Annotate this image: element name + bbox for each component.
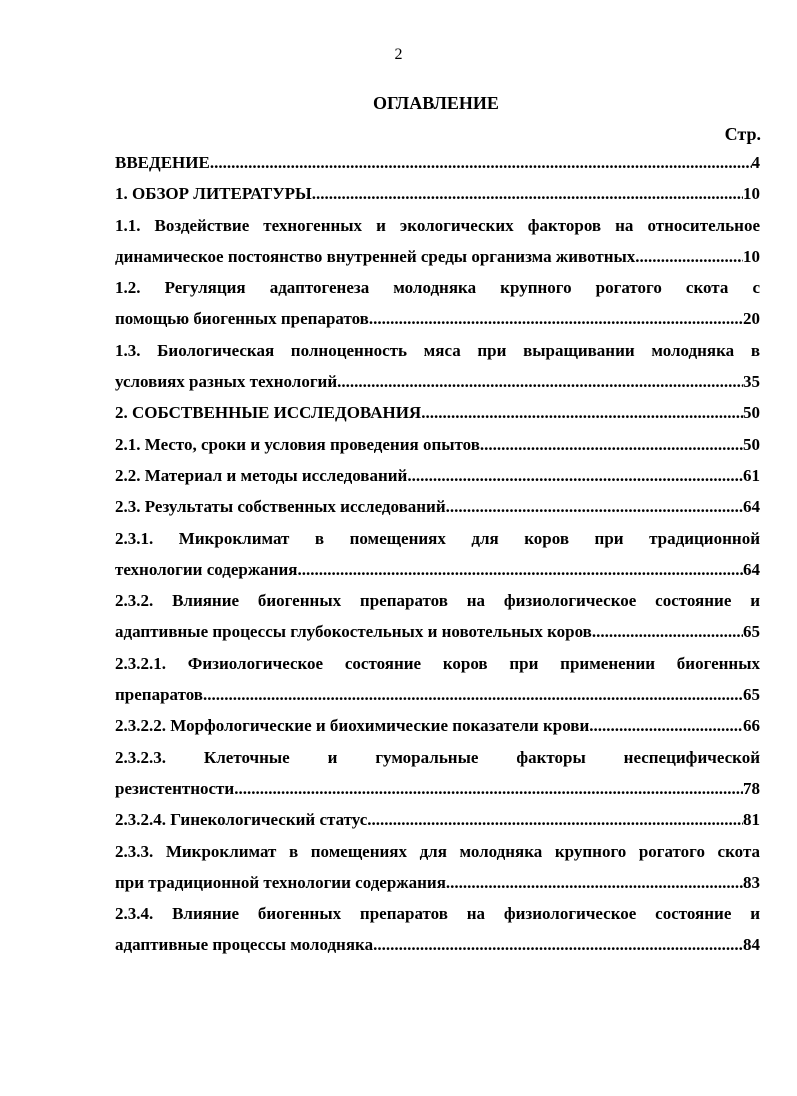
toc-page-number: 64 [743,559,760,579]
toc-entry-text: 2.1. Место, сроки и условия проведения опытов [115,434,480,454]
toc-entry-text: при традиционной технологии содержания [115,872,446,892]
toc-entry[interactable] [115,210,760,273]
toc-entry-text: резистентности [115,778,235,798]
toc-page-number: 64 [743,497,760,517]
dot-leader [446,867,743,898]
toc-page-number: 65 [743,685,760,705]
dot-leader [480,429,743,460]
toc-entry-text: препаратов [115,685,203,705]
dot-leader [592,616,743,647]
toc-entry[interactable] [115,836,760,899]
toc-entry-text: 2.3.2.2. Морфологические и биохимические показатели крови [115,716,590,736]
toc-entry-text: 2.3.3. Микроклимат в помещениях для молодняка крупного рогатого скота [115,841,760,861]
toc-page-number: 20 [743,309,760,329]
toc-page-number: 66 [743,716,760,736]
dot-leader [312,178,743,209]
toc-entry[interactable] [115,397,760,428]
toc-page-number: 50 [743,403,760,423]
toc-entry-text: 2.3.2.3. Клеточные и гуморальные факторы неспецифической [115,747,760,767]
dot-leader [210,147,752,178]
toc-page-number: 10 [743,246,760,266]
toc-entry-text: адаптивные процессы глубокостельных и новотельных коров [115,622,592,642]
toc-entry[interactable] [115,460,760,491]
toc-title: ОГЛАВЛЕНИЕ [373,93,499,113]
dot-leader [407,460,743,491]
toc-page-number: 10 [743,184,760,204]
toc-entry-text: 1.1. Воздействие техногенных и экологических факторов на относительное [115,215,760,235]
toc-entry[interactable] [115,523,760,586]
toc-entry[interactable] [115,898,760,961]
toc-entry-text: динамическое постоянство внутренней среды организма животных [115,246,636,266]
toc-page-number: 78 [743,778,760,798]
toc-page-number: 81 [743,810,760,830]
toc-page-number: 50 [743,434,760,454]
toc-entry-text: помощью биогенных препаратов [115,309,369,329]
toc-entry[interactable] [115,491,760,522]
toc-entry[interactable] [115,178,760,209]
dot-leader [369,303,743,334]
table-of-contents [115,147,760,961]
toc-entry-text: 2.3.2.4. Гинекологический статус [115,810,368,830]
dot-leader [337,366,743,397]
toc-entry-text: 2.3.1. Микроклимат в помещениях для коров при традиционной [115,528,760,548]
dot-leader [589,710,743,741]
toc-entry-text: 2.3.2. Влияние биогенных препаратов на физиологическое состояние и [115,591,760,611]
toc-entry-text: 2. СОБСТВЕННЫЕ ИССЛЕДОВАНИЯ [115,403,422,423]
toc-entry-text: 1. ОБЗОР ЛИТЕРАТУРЫ [115,184,312,204]
toc-entry-text: условиях разных технологий [115,372,338,392]
toc-entry[interactable] [115,742,760,805]
toc-page-number: 83 [743,872,760,892]
toc-entry-text: 1.2. Регуляция адаптогенеза молодняка крупного рогатого скота с [115,278,760,298]
dot-leader [446,491,743,522]
toc-entry[interactable] [115,804,760,835]
toc-entry-text: 2.3. Результаты собственных исследований [115,497,446,517]
toc-entry[interactable] [115,429,760,460]
dot-leader [373,929,743,960]
toc-entry[interactable] [115,272,760,335]
toc-page-number: 84 [743,935,760,955]
toc-entry-text: 1.3. Биологическая полноценность мяса при выращивании молодняка в [115,340,760,360]
toc-page-number: 4 [751,153,760,172]
page-column-header: Стр. [724,124,761,144]
toc-entry-text: 2.3.2.1. Физиологическое состояние коров при применении биогенных [115,653,760,673]
dot-leader [367,804,743,835]
page-number: 2 [394,46,403,63]
toc-entry-text: 2.2. Материал и методы исследований [115,465,408,485]
toc-entry-text: адаптивные процессы молодняка [115,935,374,955]
toc-entry[interactable] [115,648,760,711]
toc-entry[interactable] [115,335,760,398]
toc-entry[interactable] [115,710,760,741]
toc-page-number: 61 [743,465,760,485]
toc-entry-text: 2.3.4. Влияние биогенных препаратов на физиологическое состояние и [115,904,760,924]
toc-page-number: 35 [743,372,760,392]
dot-leader [234,773,743,804]
dot-leader [421,397,743,428]
toc-entry[interactable] [115,585,760,648]
toc-entry-text: технологии содержания [115,559,298,579]
dot-leader [635,241,743,272]
dot-leader [298,554,744,585]
toc-entry[interactable] [115,147,760,178]
toc-page-number: 65 [743,622,760,642]
dot-leader [203,679,743,710]
toc-entry-text: ВВЕДЕНИЕ [115,153,210,172]
